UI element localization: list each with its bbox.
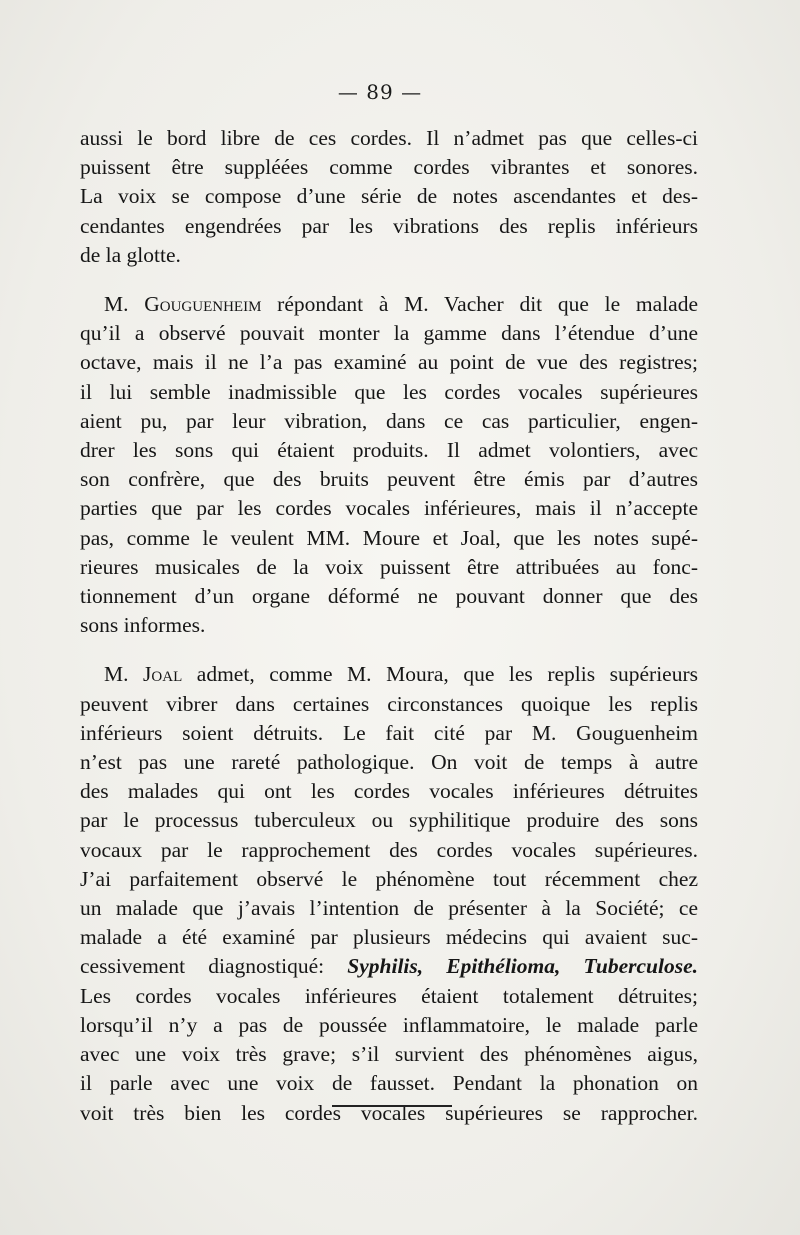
text-fragment: admet, comme M. Moura, que les replis supérieurs — [196, 662, 699, 687]
text-fragment: répondant à M. Vacher dit que le malade — [277, 292, 698, 317]
text-line: La voix se compose d’une série de notes ascendantes et des- — [80, 184, 698, 209]
text-line: J’ai parfaitement observé le phénomène tout récemment chez — [80, 866, 698, 891]
text-line: cendantes engendrées par les vibrations des replis inférieurs — [80, 213, 698, 238]
text-line: inférieurs soient détruits. Le fait cité par M. Gouguenheim — [80, 720, 698, 745]
text-line: sons informes. — [80, 613, 206, 638]
text-line: des malades qui ont les cordes vocales inférieures détruites — [80, 779, 698, 804]
text-line: vocaux par le rapprochement des cordes vocales supérieures. — [80, 837, 698, 862]
text-line: aussi le bord libre de ces cordes. Il n’admet pas que celles-ci — [80, 126, 698, 150]
text-line: son confrère, que des bruits peuvent être émis par d’autres — [80, 467, 698, 492]
text-line: il lui semble inadmissible que les cordes vocales supérieures — [80, 379, 698, 404]
paragraph-2 — [80, 290, 698, 640]
text-line-first — [80, 660, 698, 689]
body-text — [80, 124, 698, 1128]
text-line: octave, mais il ne l’a pas examiné au point de vue des registres; — [80, 350, 698, 375]
text-line: parties que par les cordes vocales inférieures, mais il n’accepte — [80, 496, 698, 521]
text-line: rieures musicales de la voix puissent être attribuées au fonc- — [80, 554, 698, 579]
text-line: il parle avec une voix de fausset. Pendant la phonation on — [80, 1071, 698, 1096]
text-line: malade a été examiné par plusieurs médecins qui avaient suc- — [80, 925, 698, 950]
text-fragment: cessivement diagnostiqué: — [80, 954, 325, 979]
text-line: tionnement d’un organe déformé ne pouvant donner que des — [80, 584, 698, 609]
text-line: avec une voix très grave; s’il survient des phénomènes aigus, — [80, 1042, 698, 1067]
text-line: Les cordes vocales inférieures étaient totalement détruites; — [80, 983, 698, 1008]
diagnoses-italic: Syphilis, Epithélioma, Tuberculose. — [347, 954, 699, 979]
text-line-first — [80, 290, 698, 319]
paragraph-1 — [80, 124, 698, 270]
text-line: de la glotte. — [80, 242, 181, 267]
text-line-diagnosis — [80, 952, 698, 981]
text-line: pas, comme le veulent MM. Moure et Joal, que les notes supé- — [80, 525, 698, 550]
speaker-name: M. Joal — [104, 662, 183, 687]
text-line: lorsqu’il n’y a pas de poussée inflammatoire, le malade parle — [80, 1012, 698, 1037]
page-number: — 89 — — [337, 80, 423, 104]
text-line: drer les sons qui étaient produits. Il admet volontiers, avec — [80, 438, 698, 463]
text-line: qu’il a observé pouvait monter la gamme dans l’étendue d’une — [80, 321, 698, 346]
text-line: peuvent vibrer dans certaines circonstances quoique les replis — [80, 691, 698, 716]
paragraph-3 — [80, 660, 698, 1127]
text-line: puissent être suppléées comme cordes vibrantes et sonores. — [80, 155, 698, 180]
text-line: par le processus tuberculeux ou syphilitique produire des sons — [80, 808, 698, 833]
end-rule — [332, 1105, 452, 1107]
text-line: n’est pas une rareté pathologique. On voit de temps à autre — [80, 750, 698, 775]
text-line: aient pu, par leur vibration, dans ce cas particulier, engen- — [80, 408, 698, 433]
speaker-name: M. Gouguenheim — [104, 292, 262, 317]
text-line: un malade que j’avais l’intention de présenter à la Société; ce — [80, 896, 698, 921]
text-line: voit très bien les cordes vocales supérieures se rapprocher. — [80, 1100, 698, 1125]
